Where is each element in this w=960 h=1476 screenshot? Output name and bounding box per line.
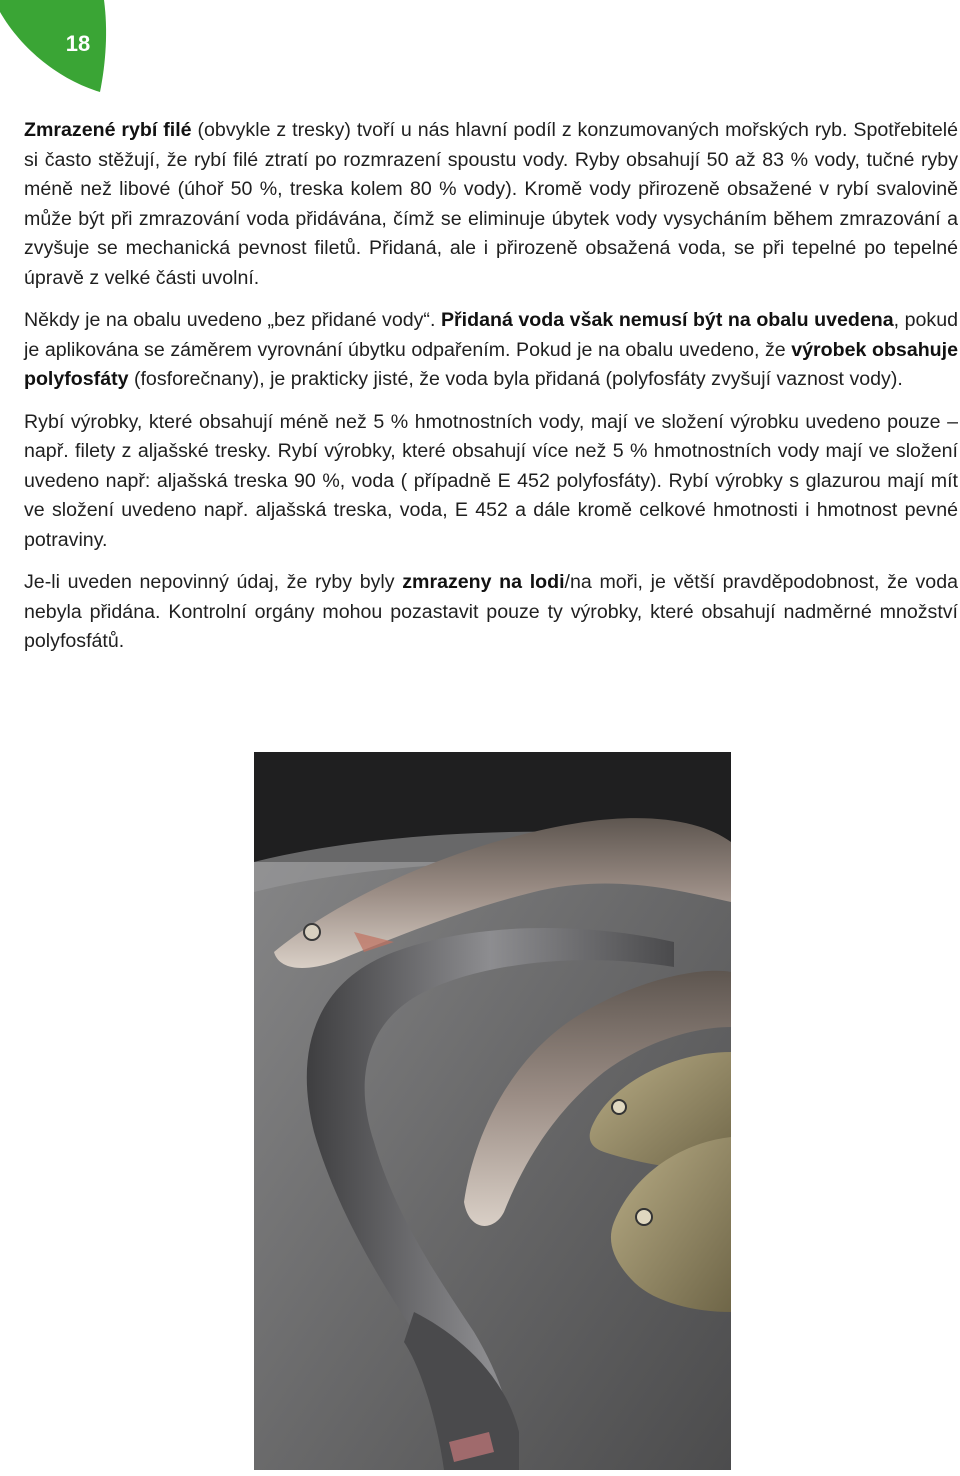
carp-lower-eye xyxy=(636,1209,652,1225)
paragraph-composition xyxy=(24,408,958,556)
paragraph-label-water xyxy=(24,306,958,395)
paragraph-text: Rybí výrobky, které obsahují méně než 5 % hmotnostních vody, mají ve složení výrobku uvedeno pouze – např. filety z aljašské tresky. Rybí výrobky, které obsahují více než 5 % hmotnostních vody mají ve složení uvedeno např: aljašská treska 90 %, voda ( případně E 452 polyfosfáty). Rybí výrobky s glazurou mají mít ve složení uvedeno např. aljašská treska, voda, E 452 a dále kromě celkové hmotnosti i hmotnost pevné potraviny. xyxy=(24,410,958,551)
paragraph-text: (obvykle z tresky) tvoří u nás hlavní podíl z konzumovaných mořských ryb. Spotřebitelé si často stěžují, že rybí filé ztratí po rozmrazení spoustu vody. Ryby obsahují 50 až 83 % vody, tučné ryby méně než libové (úhoř 50 %, treska kolem 80 % vody). Kromě vody přirozeně obsažené v rybí svalovině může být při zmrazování voda přidávána, čímž se eliminuje úbytek vody vysycháním během zmrazování a zvyšuje se mechanická pevnost filetů. Přidaná, ale i přirozeně obsažená voda, se při tepelné po tepelné úpravě z velké části uvolní. xyxy=(24,119,958,289)
term-frozen-fillet: Zmrazené rybí filé xyxy=(24,119,192,141)
page-number-badge xyxy=(0,0,110,95)
emphasis-frozen-on-ship: zmrazeny na lodi xyxy=(402,571,565,593)
paragraph-text: /na moři, je větší pravděpodobnost, že voda nebyla přidána. Kontrolní orgány mohou pozastavit pouze ty výrobky, které obsahují nadměrné množství polyfosfátů. xyxy=(24,571,958,652)
paragraph-text: (fosforečnany), je prakticky jisté, že voda byla přidaná (polyfosfáty zvyšují vaznost vody). xyxy=(128,368,903,390)
article-body xyxy=(24,116,958,670)
fish-photo xyxy=(254,752,731,1470)
paragraph-frozen-on-ship xyxy=(24,568,958,657)
emphasis-polyphosphates: výrobek obsahuje polyfosfáty xyxy=(24,338,958,390)
paragraph-text: Někdy je na obalu uvedeno „bez přidané vody“. xyxy=(24,309,441,331)
emphasis-water-not-labeled: Přidaná voda však nemusí být na obalu uvedena xyxy=(440,309,894,331)
trout-top-eye xyxy=(304,924,320,940)
page-number: 18 xyxy=(65,31,91,56)
paragraph-text: , pokud je aplikována se záměrem vyrovnání úbytku odpařením. Pokud je na obalu uvedeno, že xyxy=(24,309,959,361)
fish-illustration xyxy=(254,752,731,1470)
paragraph-text: Je-li uveden nepovinný údaj, že ryby byly xyxy=(24,571,403,593)
carp-upper-eye xyxy=(612,1100,626,1114)
paragraph-frozen-fillet xyxy=(24,116,958,293)
